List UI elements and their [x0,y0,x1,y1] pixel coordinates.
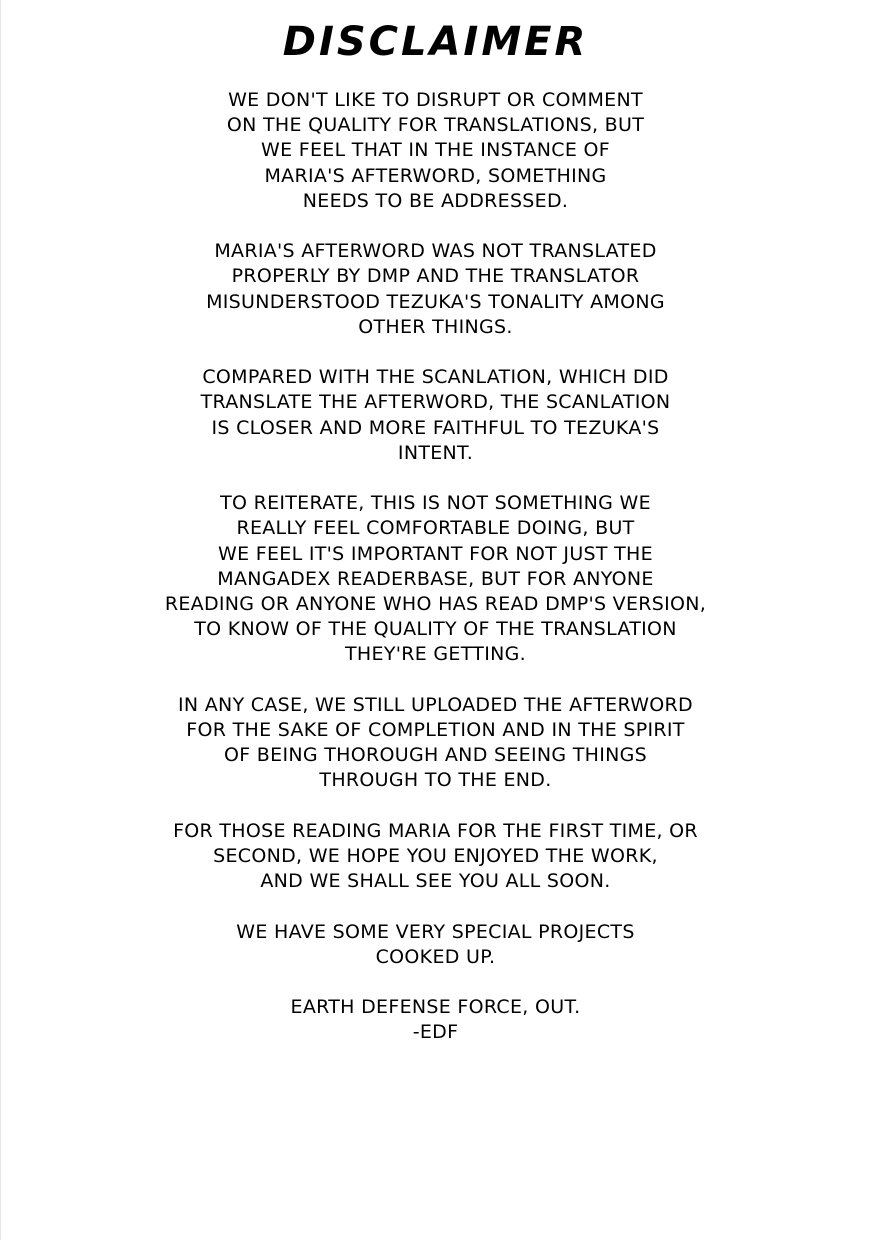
text-line: WE DON'T LIKE TO DISRUPT OR COMMENT [228,89,643,111]
text-line: ON THE QUALITY FOR TRANSLATIONS, BUT [226,114,645,137]
text-line: TO REITERATE, THIS IS NOT SOMETHING WE [220,492,651,515]
text-line: MISUNDERSTOOD TEZUKA'S TONALITY AMONG [206,290,665,313]
text-line: COOKED UP. [375,945,496,968]
text-line: COMPARED WITH THE SCANLATION, WHICH DID [202,366,669,389]
text-line: INTENT. [397,441,474,464]
text-line: THEY'RE GETTING. [345,643,526,666]
paragraph-5 [1,693,869,794]
paragraph-3 [1,365,869,466]
text-line: MANGADEX READERBASE, BUT FOR ANYONE [217,567,654,590]
text-line: SECOND, WE HOPE YOU ENJOYED THE WORK, [213,845,658,868]
signoff-line: EARTH DEFENSE FORCE, OUT. [290,996,581,1019]
text-line: PROPERLY BY DMP AND THE TRANSLATOR [231,265,640,288]
text-line: IS CLOSER AND MORE FAITHFUL TO TEZUKA'S [211,416,660,439]
text-line: AND WE SHALL SEE YOU ALL SOON. [260,870,611,893]
text-line: TO KNOW OF THE QUALITY OF THE TRANSLATION [194,618,677,641]
signature: -EDF [412,1021,459,1044]
text-line: WE HAVE SOME VERY SPECIAL PROJECTS [236,920,635,943]
paragraph-2 [1,239,869,340]
text-line: OTHER THINGS. [358,315,513,338]
text-line: FOR THOSE READING MARIA FOR THE FIRST TIME, OR [173,819,698,842]
disclaimer-body [1,88,869,1071]
text-line: MARIA'S AFTERWORD WAS NOT TRANSLATED [214,240,657,263]
text-line: READING OR ANYONE WHO HAS READ DMP'S VERSION, [164,593,707,616]
paragraph-6 [1,819,869,895]
text-line: IN ANY CASE, WE STILL UPLOADED THE AFTERWORD [178,693,693,716]
paragraph-8-signoff [1,995,869,1045]
text-line: NEEDS TO BE ADDRESSED. [302,189,569,212]
paragraph-4 [1,491,869,667]
text-line: FOR THE SAKE OF COMPLETION AND IN THE SPIRIT [186,719,685,742]
paragraph-1 [1,88,869,214]
text-line: THROUGH TO THE END. [319,769,552,792]
text-line: MARIA'S AFTERWORD, SOMETHING [264,164,607,187]
text-line: REALLY FEEL COMFORTABLE DOING, BUT [236,517,635,540]
page-title: DISCLAIMER [282,19,589,65]
paragraph-7 [1,920,869,970]
text-line: TRANSLATE THE AFTERWORD, THE SCANLATION [200,391,671,414]
text-line: WE FEEL IT'S IMPORTANT FOR NOT JUST THE [218,542,653,565]
text-line: WE FEEL THAT IN THE INSTANCE OF [261,139,610,162]
text-line: OF BEING THOROUGH AND SEEING THINGS [223,744,648,767]
